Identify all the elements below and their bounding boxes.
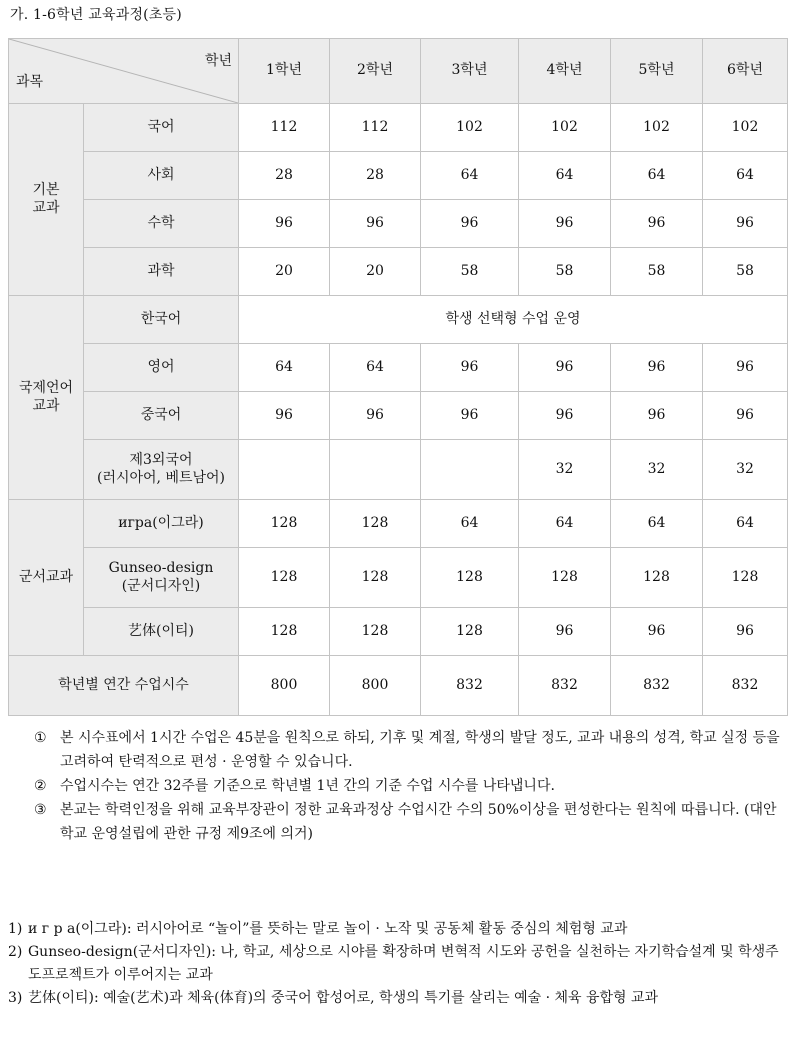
hours-cell: 58 — [703, 248, 788, 296]
grade-header: 2학년 — [330, 39, 421, 104]
group-label: 기본 교과 — [32, 182, 60, 216]
subject-header-label: 과목 — [16, 73, 44, 90]
hours-cell: 128 — [330, 500, 421, 548]
subject-name: 중국어 — [84, 392, 239, 440]
footnote-number: 1) — [8, 921, 23, 937]
hours-cell: 96 — [239, 392, 330, 440]
group-label: 군서교과 — [18, 568, 74, 585]
table-row — [9, 104, 788, 152]
hours-cell: 32 — [611, 440, 703, 500]
subject-name: 艺体(이티) — [84, 608, 239, 656]
total-cell: 832 — [611, 656, 703, 716]
hours-cell: 96 — [703, 344, 788, 392]
hours-cell: 128 — [421, 548, 519, 608]
footnote-item — [8, 941, 790, 987]
note-text: 수업시수는 연간 32주를 기준으로 학년별 1년 간의 기준 수업 시수를 나타냅니다. — [60, 778, 555, 794]
hours-cell: 64 — [421, 152, 519, 200]
note-text: 본교는 학력인정을 위해 교육부장관이 정한 교육과정상 수업시간 수의 50%이상을 편성한다는 원칙에 따릅니다. (대안학교 운영설립에 관한 규정 제9조에 의거) — [60, 802, 777, 842]
footnote-item — [8, 918, 790, 941]
hours-cell: 64 — [519, 152, 611, 200]
hours-cell: 128 — [330, 608, 421, 656]
hours-cell: 58 — [611, 248, 703, 296]
total-cell: 832 — [519, 656, 611, 716]
table-row — [9, 440, 788, 500]
hours-cell: 64 — [611, 500, 703, 548]
subject-name: 사회 — [84, 152, 239, 200]
subject-name: 영어 — [84, 344, 239, 392]
grade-header: 3학년 — [421, 39, 519, 104]
subject-name: 국어 — [84, 104, 239, 152]
hours-cell: 64 — [703, 152, 788, 200]
hours-cell — [330, 440, 421, 500]
total-cell: 832 — [703, 656, 788, 716]
hours-cell: 58 — [421, 248, 519, 296]
page-title: 가. 1-6학년 교육과정(초등) — [10, 7, 182, 23]
corner-header-cell — [9, 39, 239, 104]
hours-cell: 96 — [703, 608, 788, 656]
subject-name: Gunseo-design (군서디자인) — [84, 548, 239, 608]
hours-cell — [239, 440, 330, 500]
hours-cell: 128 — [421, 608, 519, 656]
footnote-text: и г р а(이그라): 러시아어로 “놀이”를 뜻하는 말로 놀이 · 노작 및 공동체 활동 중심의 체험형 교과 — [28, 921, 628, 937]
grade-header: 6학년 — [703, 39, 788, 104]
hours-cell: 102 — [703, 104, 788, 152]
total-cell: 800 — [239, 656, 330, 716]
group-gunseo — [9, 500, 84, 656]
grade-header-label: 학년 — [204, 53, 232, 69]
hours-cell: 96 — [519, 608, 611, 656]
subject-name: 제3외국어 (러시아어, 베트남어) — [84, 440, 239, 500]
hours-cell: 96 — [421, 200, 519, 248]
hours-cell: 96 — [703, 200, 788, 248]
total-cell: 800 — [330, 656, 421, 716]
hours-cell: 64 — [519, 500, 611, 548]
hours-cell: 96 — [421, 392, 519, 440]
table-row — [9, 548, 788, 608]
hours-cell: 96 — [330, 392, 421, 440]
hours-cell: 64 — [330, 344, 421, 392]
table-row — [9, 608, 788, 656]
hours-cell: 64 — [239, 344, 330, 392]
hours-cell: 102 — [519, 104, 611, 152]
hours-cell: 112 — [330, 104, 421, 152]
hours-cell: 96 — [239, 200, 330, 248]
note-marker: ① — [34, 730, 47, 746]
footnote-item — [8, 987, 790, 1010]
hours-cell: 96 — [519, 392, 611, 440]
table-row — [9, 344, 788, 392]
hours-cell: 64 — [611, 152, 703, 200]
total-row — [9, 656, 788, 716]
table-row — [9, 392, 788, 440]
header-row — [9, 39, 788, 104]
group-language — [9, 296, 84, 500]
hours-cell: 128 — [239, 608, 330, 656]
total-cell: 832 — [421, 656, 519, 716]
hours-cell — [421, 440, 519, 500]
table-row — [9, 500, 788, 548]
table-row — [9, 152, 788, 200]
footnotes — [8, 918, 790, 1010]
footnote-number: 2) — [8, 944, 23, 960]
hours-cell: 96 — [611, 200, 703, 248]
table-row — [9, 200, 788, 248]
subject-name: 한국어 — [84, 296, 239, 344]
hours-cell: 128 — [330, 548, 421, 608]
hours-cell: 96 — [421, 344, 519, 392]
hours-cell: 128 — [519, 548, 611, 608]
note-text: 본 시수표에서 1시간 수업은 45분을 원칙으로 하되, 기후 및 계절, 학생의 발달 정도, 교과 내용의 성격, 학교 실정 등을 고려하여 탄력적으로 편성 · 운영할 수 있습니다. — [60, 730, 780, 770]
hours-cell: 128 — [239, 500, 330, 548]
hours-cell: 28 — [330, 152, 421, 200]
footnote-text: 艺体(이티): 예술(艺术)과 체육(体育)의 중국어 합성어로, 학생의 특기를 살리는 예술 · 체육 융합형 교과 — [28, 990, 659, 1006]
hours-cell: 96 — [519, 200, 611, 248]
hours-cell: 102 — [421, 104, 519, 152]
hours-cell: 64 — [703, 500, 788, 548]
hours-cell: 96 — [330, 200, 421, 248]
subject-name: 수학 — [84, 200, 239, 248]
hours-cell: 128 — [239, 548, 330, 608]
hours-cell: 96 — [519, 344, 611, 392]
hours-cell: 32 — [519, 440, 611, 500]
note-marker: ② — [34, 778, 47, 794]
grade-header: 5학년 — [611, 39, 703, 104]
group-label: 국제언어 교과 — [18, 380, 74, 414]
hours-cell: 58 — [519, 248, 611, 296]
curriculum-table — [8, 38, 788, 716]
hours-cell: 96 — [703, 392, 788, 440]
footnote-number: 3) — [8, 990, 23, 1006]
hours-cell: 20 — [239, 248, 330, 296]
hours-cell: 112 — [239, 104, 330, 152]
subject-name: 과학 — [84, 248, 239, 296]
hours-cell: 128 — [703, 548, 788, 608]
table-row — [9, 296, 788, 344]
hours-cell: 128 — [611, 548, 703, 608]
notes-list — [34, 726, 790, 846]
note-item — [34, 726, 790, 774]
hours-cell: 20 — [330, 248, 421, 296]
note-item — [34, 798, 790, 846]
hours-cell: 28 — [239, 152, 330, 200]
grade-header: 4학년 — [519, 39, 611, 104]
grade-header: 1학년 — [239, 39, 330, 104]
hours-cell: 96 — [611, 608, 703, 656]
note-item — [34, 774, 790, 798]
hours-cell: 64 — [421, 500, 519, 548]
footnote-text: Gunseo-design(군서디자인): 나, 학교, 세상으로 시야를 확장하며 변혁적 시도와 공헌을 실천하는 자기학습설계 및 학생주도프로젝트가 이루어지는 교과 — [28, 944, 779, 983]
total-label: 학년별 연간 수업시수 — [9, 656, 239, 716]
hours-cell: 102 — [611, 104, 703, 152]
hours-cell: 32 — [703, 440, 788, 500]
hours-cell: 96 — [611, 392, 703, 440]
note-marker: ③ — [34, 802, 47, 818]
diagonal-divider — [9, 39, 238, 103]
table-row — [9, 248, 788, 296]
merged-note-cell: 학생 선택형 수업 운영 — [239, 296, 788, 344]
group-basic — [9, 104, 84, 296]
hours-cell: 96 — [611, 344, 703, 392]
subject-name: игра(이그라) — [84, 500, 239, 548]
